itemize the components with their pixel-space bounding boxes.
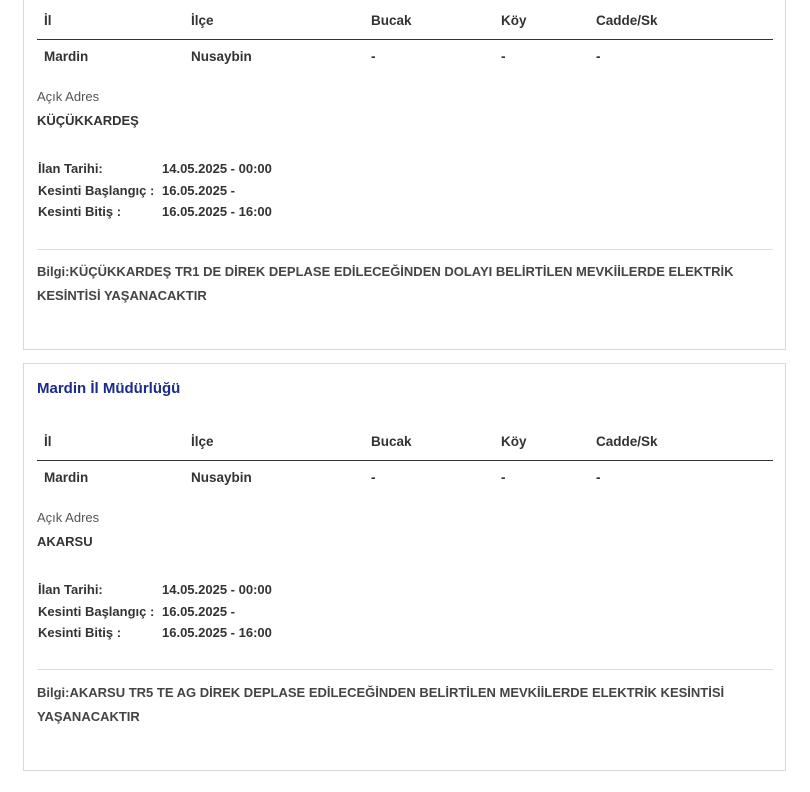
outage-card (23, 0, 786, 350)
outage-start-label: Kesinti Başlangıç : (38, 182, 155, 198)
column-header-cadde: Cadde/Sk (596, 434, 658, 449)
outage-card (23, 363, 786, 771)
table-header (37, 424, 773, 461)
divider (37, 669, 773, 670)
cell-bucak: - (371, 470, 376, 485)
info-text: Bilgi:AKARSU TR5 TE AG DİREK DEPLASE EDİLECEĞİNDEN BELİRTİLEN MEVKİİLERDE ELEKTRİK KESİNTİSİ YAŞANACAKTIR (37, 685, 725, 724)
location-table (37, 3, 773, 76)
info-text: Bilgi:KÜÇÜKKARDEŞ TR1 DE DİREK DEPLASE EDİLECEĞİNDEN DOLAYI BELİRTİLEN MEVKİİLERDE ELEKTRİK KESİNTİSİ YAŞANACAKTIR (37, 264, 734, 303)
column-header-ilce: İlçe (191, 434, 214, 449)
column-header-bucak: Bucak (371, 13, 412, 28)
cell-il: Mardin (44, 470, 89, 485)
card-title: Mardin İl Müdürlüğü (37, 380, 181, 397)
cell-koy: - (501, 470, 506, 485)
outage-end-label: Kesinti Bitiş : (38, 204, 122, 219)
cell-bucak: - (371, 49, 376, 64)
cell-koy: - (501, 49, 506, 64)
outage-end-value: 16.05.2025 - 16:00 (162, 204, 272, 219)
announcement-date-label: İlan Tarihi: (38, 582, 103, 597)
cell-ilce: Nusaybin (191, 470, 252, 485)
column-header-bucak: Bucak (371, 434, 412, 449)
announcement-date-value: 14.05.2025 - 00:00 (162, 161, 272, 176)
outage-start-value: 16.05.2025 - (162, 603, 236, 619)
outage-start-value: 16.05.2025 - (162, 182, 236, 198)
address-value: AKARSU (37, 534, 93, 549)
column-header-koy: Köy (501, 434, 527, 449)
outage-start-label: Kesinti Başlangıç : (38, 603, 155, 619)
address-value: KÜÇÜKKARDEŞ (37, 113, 139, 128)
address-label: Açık Adres (37, 89, 100, 104)
outage-end-value: 16.05.2025 - 16:00 (162, 625, 272, 640)
cell-cadde: - (596, 49, 601, 64)
cell-cadde: - (596, 470, 601, 485)
location-table (37, 424, 773, 497)
column-header-il: İl (44, 13, 52, 28)
column-header-koy: Köy (501, 13, 527, 28)
cell-il: Mardin (44, 49, 89, 64)
column-header-cadde: Cadde/Sk (596, 13, 658, 28)
address-label: Açık Adres (37, 510, 100, 525)
table-row (37, 40, 773, 76)
announcement-date-value: 14.05.2025 - 00:00 (162, 582, 272, 597)
outage-end-label: Kesinti Bitiş : (38, 625, 122, 640)
column-header-il: İl (44, 434, 52, 449)
announcement-date-label: İlan Tarihi: (38, 161, 103, 176)
table-header (37, 3, 773, 40)
table-row (37, 461, 773, 497)
divider (37, 249, 773, 250)
cell-ilce: Nusaybin (191, 49, 252, 64)
column-header-ilce: İlçe (191, 13, 214, 28)
